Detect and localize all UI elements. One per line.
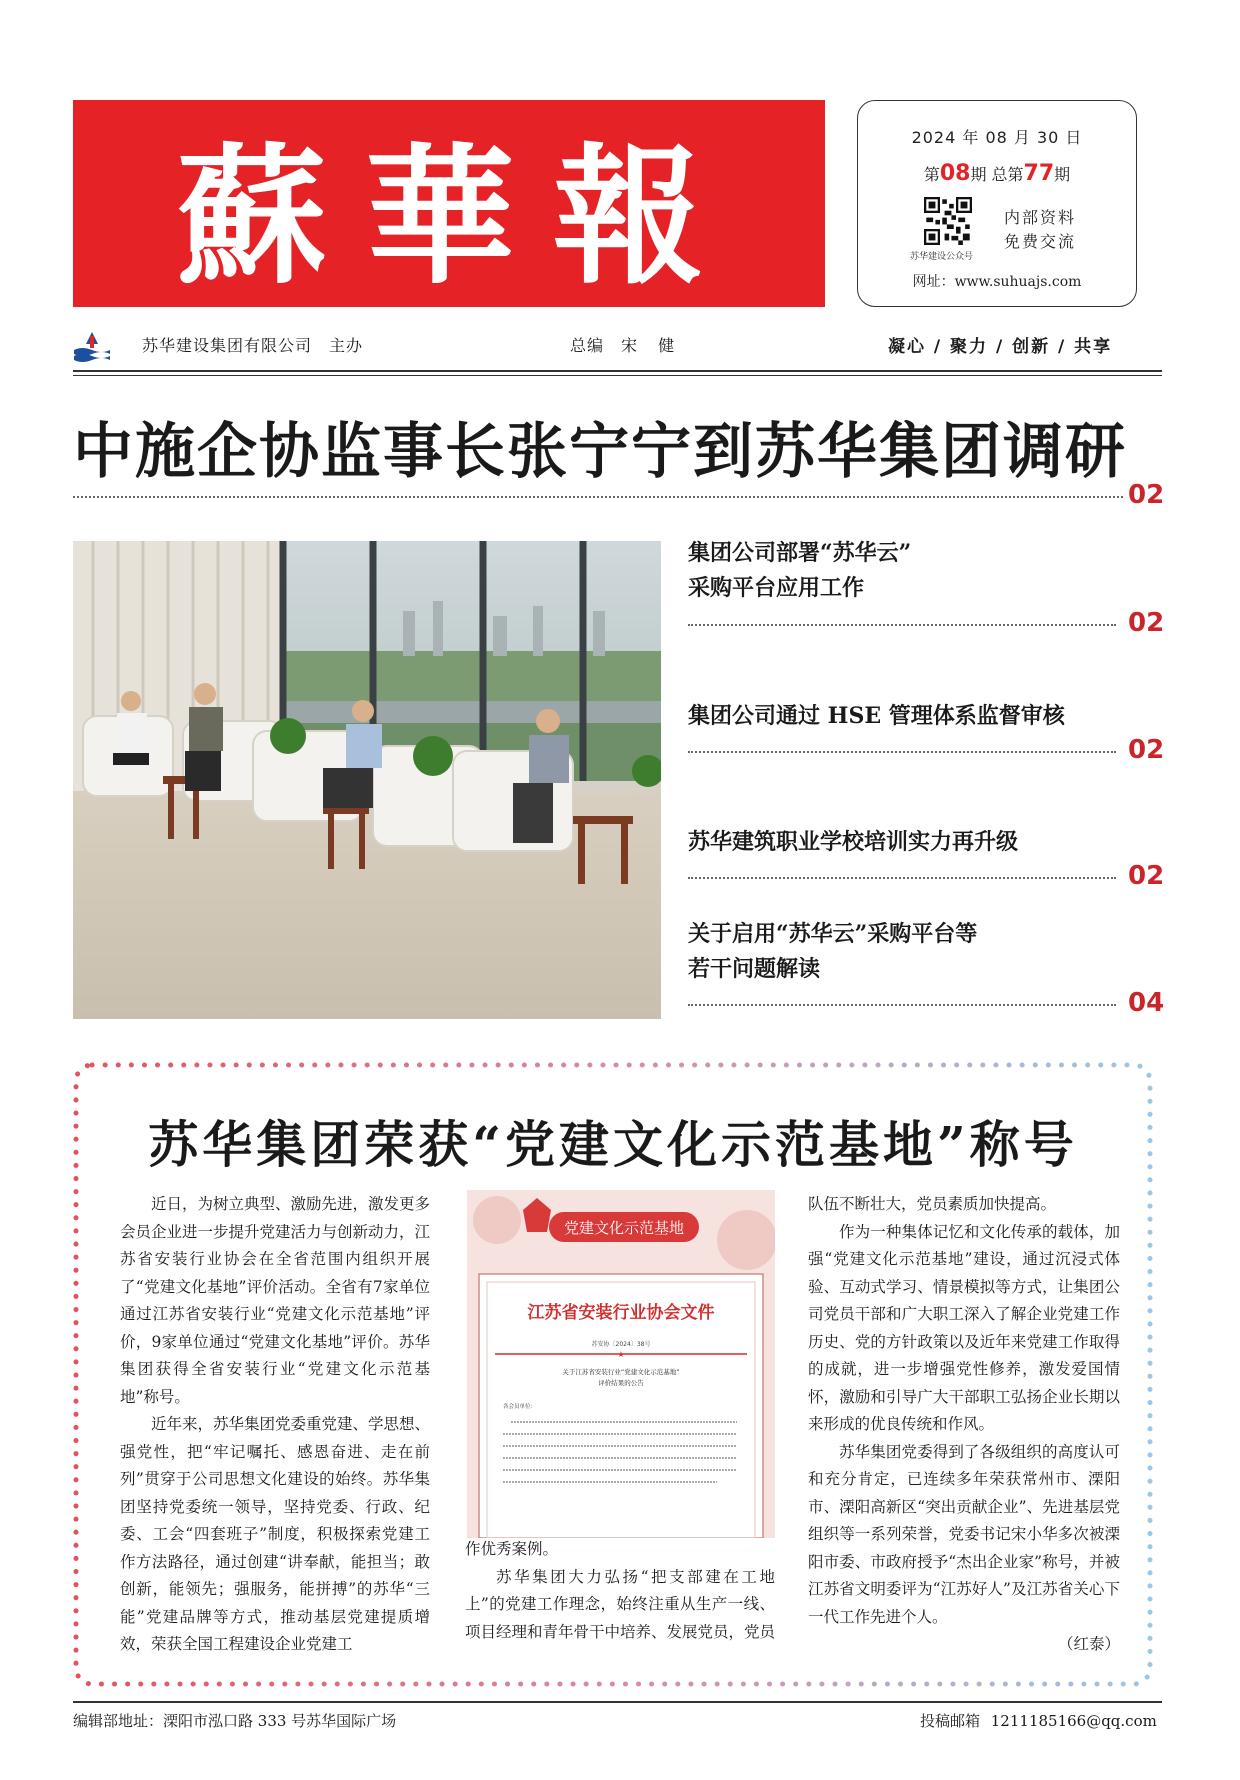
headline-page-number: 02 (1128, 480, 1165, 510)
teaser-page-number: 02 (1128, 861, 1165, 891)
certificate-image (467, 1190, 775, 1538)
paragraph: 近日，为树立典型、激励先进，激发更多会员企业进一步提升党建活力与创新动力，江苏省安装行业协会在全省范围内组织开展了“党建文化基地”评价活动。全省有7家单位通过江苏省安装行业“党建文化示范基地”评价，9家单位通过“党建文化基地”评价。苏华集团获得全省安装行业“党建文化示范基地”称号。 (120, 1195, 431, 1406)
paragraph: 苏华集团大力弘扬“把支部建在工地上”的党建工作理念，始终注重从生产一线、项目经理和青年骨干中培养、发展党员，党员 (465, 1567, 776, 1641)
issue-date: 2024 年 08 月 30 日 (911, 128, 1083, 147)
divider (73, 375, 1162, 376)
issue-suffix: 期 (1054, 165, 1071, 184)
teaser-line: 苏华建筑职业学校培训实力再升级 (688, 829, 1019, 855)
main-headline[interactable]: 中施企协监事长张宁宁到苏华集团调研 (73, 417, 1127, 487)
paragraph: 作为一种集体记忆和文化传承的载体，加强“党建文化示范基地”建设，通过沉浸式体验、互动式学习、情景模拟等方式，让集团公司党员干部和广大职工深入了解企业党建工作历史、党的方针政策以及近年来党建工作取得的成就，进一步增强党性修养，激发爱国情怀，激励和引导广大干部职工弘扬企业长期以来形成的优良传统和作风。 (808, 1222, 1120, 1433)
article-column-3 (808, 1191, 1120, 1659)
divider (73, 1701, 1162, 1703)
teaser-line: 采购平台应用工作 (688, 575, 865, 601)
inset-doc-number: 苏安协〔2024〕38号 (591, 1341, 651, 1348)
feature-headline: 苏华集团荣获“党建文化示范基地”称号 (148, 1115, 1078, 1174)
submission-email[interactable]: 投稿邮箱 1211185166@qq.com (920, 1712, 1157, 1730)
teaser-page-number: 02 (1128, 735, 1165, 765)
issue-number: 08 (939, 161, 971, 186)
issue-prefix: 第 (923, 165, 940, 184)
inset-doc-salutation: 各会员单位： (503, 1404, 537, 1410)
teaser-headline[interactable] (688, 825, 1148, 860)
teaser-line: 关于启用“苏华云”采购平台等 (688, 921, 978, 947)
editor-in-chief: 总编 宋 健 (570, 336, 676, 355)
article-column-1 (120, 1191, 430, 1659)
company-logo-icon (72, 330, 112, 362)
dotted-leader (73, 496, 1123, 498)
paragraph: 队伍不断壮大，党员素质加快提高。 (808, 1195, 1057, 1213)
dotted-leader (688, 751, 1116, 753)
website-link[interactable]: 网址：www.suhuajs.com (912, 274, 1082, 290)
meeting-photo (73, 541, 661, 1019)
article-column-2 (465, 1536, 775, 1646)
teaser-line: 若干问题解读 (688, 956, 821, 982)
paragraph: 苏华集团党委得到了各级组织的高度认可和充分肯定，已连续多年荣获常州市、溧阳市、溧阳高新区“突出贡献企业”、先进基层党组织等一系列荣誉，党委书记宋小华多次被溧阳市委、市政府授予“杰出企业家”称号，并被江苏省文明委评为“江苏好人”及江苏省关心下一代工作先进个人。 (808, 1442, 1120, 1626)
dotted-leader (688, 624, 1116, 626)
issue-info-box (857, 100, 1137, 307)
inset-doc-subject-2: 评价结果的公告 (598, 1379, 644, 1387)
sponsor-text: 苏华建设集团有限公司 主办 (142, 336, 364, 355)
qr-code-icon[interactable] (924, 197, 972, 245)
free-note: 免费交流 (1004, 232, 1077, 251)
newspaper-title: 蘇華報 (176, 128, 741, 305)
teaser-headline[interactable] (688, 699, 1148, 734)
inset-doc-subject-1: 关于江苏省安装行业“党建文化示范基地” (562, 1368, 680, 1376)
teaser-line: 集团公司部署“苏华云” (688, 540, 912, 566)
editorial-address: 编辑部地址：溧阳市泓口路 333 号苏华国际广场 (73, 1712, 397, 1730)
issue-number-line (858, 161, 1136, 186)
teaser-headline[interactable] (688, 536, 1148, 606)
paragraph: 作优秀案例。 (465, 1540, 559, 1558)
total-issue-number: 77 (1023, 161, 1055, 186)
svg-text:★: ★ (617, 1350, 625, 1359)
teaser-headline[interactable] (688, 917, 1148, 987)
slogan: 凝心 / 聚力 / 创新 / 共享 (888, 337, 1113, 357)
author-signature: （红泰） (1057, 1635, 1120, 1653)
teaser-page-number: 04 (1128, 988, 1165, 1018)
divider (73, 370, 1162, 372)
inset-badge: 党建文化示范基地 (563, 1219, 685, 1237)
internal-note: 内部资料 (1004, 208, 1077, 227)
dotted-leader (688, 877, 1116, 879)
paragraph: 近年来，苏华集团党委重党建、学思想、强党性，把“牢记嘱托、感恩奋进、走在前列”贯穿于公司思想文化建设的始终。苏华集团坚持党委统一领导，坚持党委、行政、纪委、工会“四套班子”制度，积极探索党建工作方法路径，通过创建“讲奉献，能担当；敢创新，能领先；强服务，能拼搏”的苏华“三能”党建品牌等方式，推动基层党建提质增效，荣获全国工程建设企业党建工 (120, 1415, 431, 1653)
inset-doc-title: 江苏省安装行业协会文件 (527, 1303, 715, 1323)
qr-label: 苏华建设公众号 (910, 252, 974, 262)
masthead-banner (73, 100, 825, 307)
issue-mid: 期 总第 (970, 165, 1024, 184)
teaser-page-number: 02 (1128, 608, 1165, 638)
dotted-leader (688, 1004, 1116, 1006)
teaser-line: 集团公司通过 HSE 管理体系监督审核 (688, 703, 1065, 729)
